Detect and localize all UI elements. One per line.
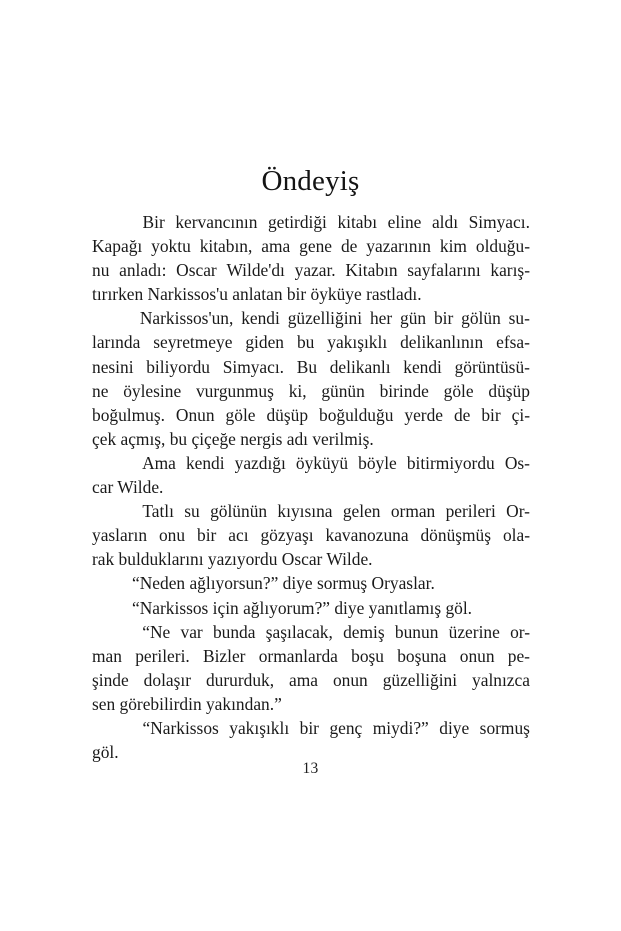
text-line	[92, 475, 530, 499]
text-line	[92, 620, 530, 644]
text-line	[92, 210, 530, 234]
word: yakışıklı	[327, 332, 388, 353]
word: gölün	[461, 308, 501, 329]
word: ola-	[502, 525, 530, 546]
word: Or-	[506, 501, 530, 522]
word: dururduk,	[205, 669, 275, 690]
word: kıyısına	[277, 501, 333, 522]
word: Simyacı.	[222, 356, 285, 377]
word: su	[184, 501, 200, 522]
word: gölünün	[210, 501, 268, 522]
word: acı	[228, 525, 249, 546]
word: yasların	[92, 525, 148, 546]
word: eline	[387, 212, 422, 232]
word: kim	[439, 236, 467, 257]
word: boğulduğu	[319, 404, 394, 425]
word: “Neden ağlıyorsun?” diye sormuş Oryaslar.	[132, 573, 435, 594]
text-line	[92, 403, 530, 427]
word: bir	[299, 717, 319, 738]
word: çek açmış, bu çiçeğe nergis adı verilmiş.	[92, 428, 374, 449]
word: gün	[400, 308, 427, 329]
paragraph	[92, 620, 530, 716]
word: var	[180, 621, 203, 642]
word: kitabın,	[199, 236, 253, 257]
word: kitabı	[337, 212, 378, 232]
word: or-	[510, 621, 530, 642]
word: orman	[390, 501, 436, 522]
word: Ama	[142, 452, 176, 473]
text-line	[92, 330, 530, 354]
word: “Narkissos için ağlıyorum?” diye yanıtlamış göl.	[132, 597, 473, 618]
word: bu	[296, 332, 315, 353]
word: Narkissos'un,	[139, 308, 234, 329]
word: boşu	[351, 645, 384, 666]
word: göle	[225, 404, 256, 425]
word: Kitabın	[345, 260, 398, 281]
word: rak bulduklarını yazıyordu Oscar Wilde.	[92, 549, 373, 570]
word: miydi?”	[372, 717, 429, 738]
word: sayfalarını	[407, 260, 481, 281]
text-line	[92, 355, 530, 379]
text-line	[92, 306, 530, 330]
text-line	[92, 282, 530, 306]
word: sormuş	[479, 717, 530, 738]
word: öyküyü	[295, 452, 349, 473]
text-line	[92, 547, 530, 571]
word: seyretmeye	[153, 332, 233, 353]
text-line	[92, 644, 530, 668]
word: “Narkissos	[142, 717, 219, 738]
word: onun	[332, 669, 368, 690]
word: görüntüsü-	[454, 356, 530, 377]
paragraph	[92, 306, 530, 451]
word: nesini	[92, 356, 134, 377]
word: gözyaşı	[260, 525, 314, 546]
word: öylesine	[123, 380, 182, 401]
word: Wilde'dı	[226, 260, 285, 281]
word: demiş	[343, 621, 385, 642]
word: bunun	[394, 621, 439, 642]
word: anladı:	[119, 260, 167, 281]
text-line	[92, 427, 530, 451]
word: çi-	[511, 404, 530, 425]
paragraph	[92, 596, 530, 620]
word: Tatlı	[142, 501, 174, 522]
word: tırırken Narkissos'u anlatan bir öyküye rastladı.	[92, 284, 422, 305]
word: yalnızca	[472, 669, 530, 690]
word: delikanlının	[400, 332, 484, 353]
word: de	[453, 404, 471, 425]
word: güzelliğini	[382, 669, 458, 690]
text-line	[92, 379, 530, 403]
word: göle	[443, 380, 474, 401]
word: kendi	[403, 356, 442, 377]
word: her	[369, 308, 393, 329]
word: böyle	[358, 452, 397, 473]
word: yazarının	[366, 236, 431, 257]
body-text-block	[92, 210, 530, 764]
paragraph	[92, 499, 530, 571]
word: yazar.	[294, 260, 336, 281]
word: Onun	[175, 404, 215, 425]
word: larında	[92, 332, 141, 353]
paragraph	[92, 451, 530, 499]
paragraph	[92, 716, 530, 764]
word: onun	[459, 645, 495, 666]
word: üzerine	[448, 621, 500, 642]
word: günün	[321, 380, 365, 401]
text-line	[92, 499, 530, 523]
page-number: 13	[302, 760, 319, 777]
word: göl.	[92, 742, 119, 763]
word: vurgunmuş	[195, 380, 274, 401]
word: Os-	[504, 452, 530, 473]
word: yerde	[404, 404, 443, 425]
word: nu	[92, 260, 110, 281]
word: ki,	[288, 380, 307, 401]
word: bitirmiyordu	[406, 452, 495, 473]
paragraph	[92, 210, 530, 306]
page-title: Öndeyiş	[261, 165, 360, 198]
word: biliyordu	[146, 356, 210, 377]
word: pe-	[507, 645, 530, 666]
word: diye	[439, 717, 470, 738]
word: yakışıklı	[229, 717, 290, 738]
text-line	[92, 692, 530, 716]
word: sen görebilirdin yakından.”	[92, 693, 282, 714]
word: perileri	[445, 501, 496, 522]
word: delikanlı	[329, 356, 391, 377]
word: ormanlarda	[258, 645, 338, 666]
word: şaşılacak,	[265, 621, 333, 642]
word: kendi	[241, 308, 280, 329]
word: kervancının	[175, 212, 258, 232]
word: onu	[158, 525, 186, 546]
text-line	[92, 571, 530, 595]
word: giden	[245, 332, 284, 353]
word: ne	[92, 380, 109, 401]
word: aldı	[431, 212, 459, 232]
word: düşüp	[488, 380, 530, 401]
word: su-	[508, 308, 530, 329]
word: bir	[433, 308, 454, 329]
word: yoktu	[151, 236, 191, 257]
word: ama	[261, 236, 291, 257]
word: şinde	[92, 669, 129, 690]
paragraph	[92, 571, 530, 595]
word: boğulmuş.	[92, 404, 165, 425]
word: perileri.	[135, 645, 190, 666]
text-line	[92, 258, 530, 282]
word: düşüp	[266, 404, 309, 425]
word: birinde	[379, 380, 429, 401]
text-line	[92, 451, 530, 475]
word: “Ne	[142, 621, 171, 642]
word: gene	[299, 236, 333, 257]
text-line	[92, 596, 530, 620]
text-line	[92, 716, 530, 740]
word: man	[92, 645, 122, 666]
word: karış-	[490, 260, 530, 281]
word: gelen	[342, 501, 381, 522]
word: car Wilde.	[92, 477, 164, 498]
word: Bizler	[202, 645, 246, 666]
text-line	[92, 523, 530, 547]
word: ama	[289, 669, 318, 690]
word: olduğu-	[475, 236, 530, 257]
word: bunda	[212, 621, 256, 642]
word: boşuna	[397, 645, 447, 666]
word: bir	[481, 404, 501, 425]
word: yazdığı	[234, 452, 286, 473]
word: güzelliğini	[287, 308, 363, 329]
word: kendi	[185, 452, 225, 473]
word: dolaşır	[143, 669, 192, 690]
text-line	[92, 234, 530, 258]
word: efsa-	[496, 332, 530, 353]
word: getirdiği	[267, 212, 327, 232]
word: dönüşmüş	[420, 525, 492, 546]
word: genç	[329, 717, 363, 738]
word: bir	[197, 525, 217, 546]
word: de	[340, 236, 358, 257]
word: Kapağı	[92, 236, 143, 257]
word: Bu	[296, 356, 318, 377]
word: Oscar	[176, 260, 217, 281]
text-line	[92, 668, 530, 692]
word: kavanozuna	[325, 525, 409, 546]
word: Simyacı.	[468, 212, 530, 232]
word: Bir	[142, 212, 165, 232]
